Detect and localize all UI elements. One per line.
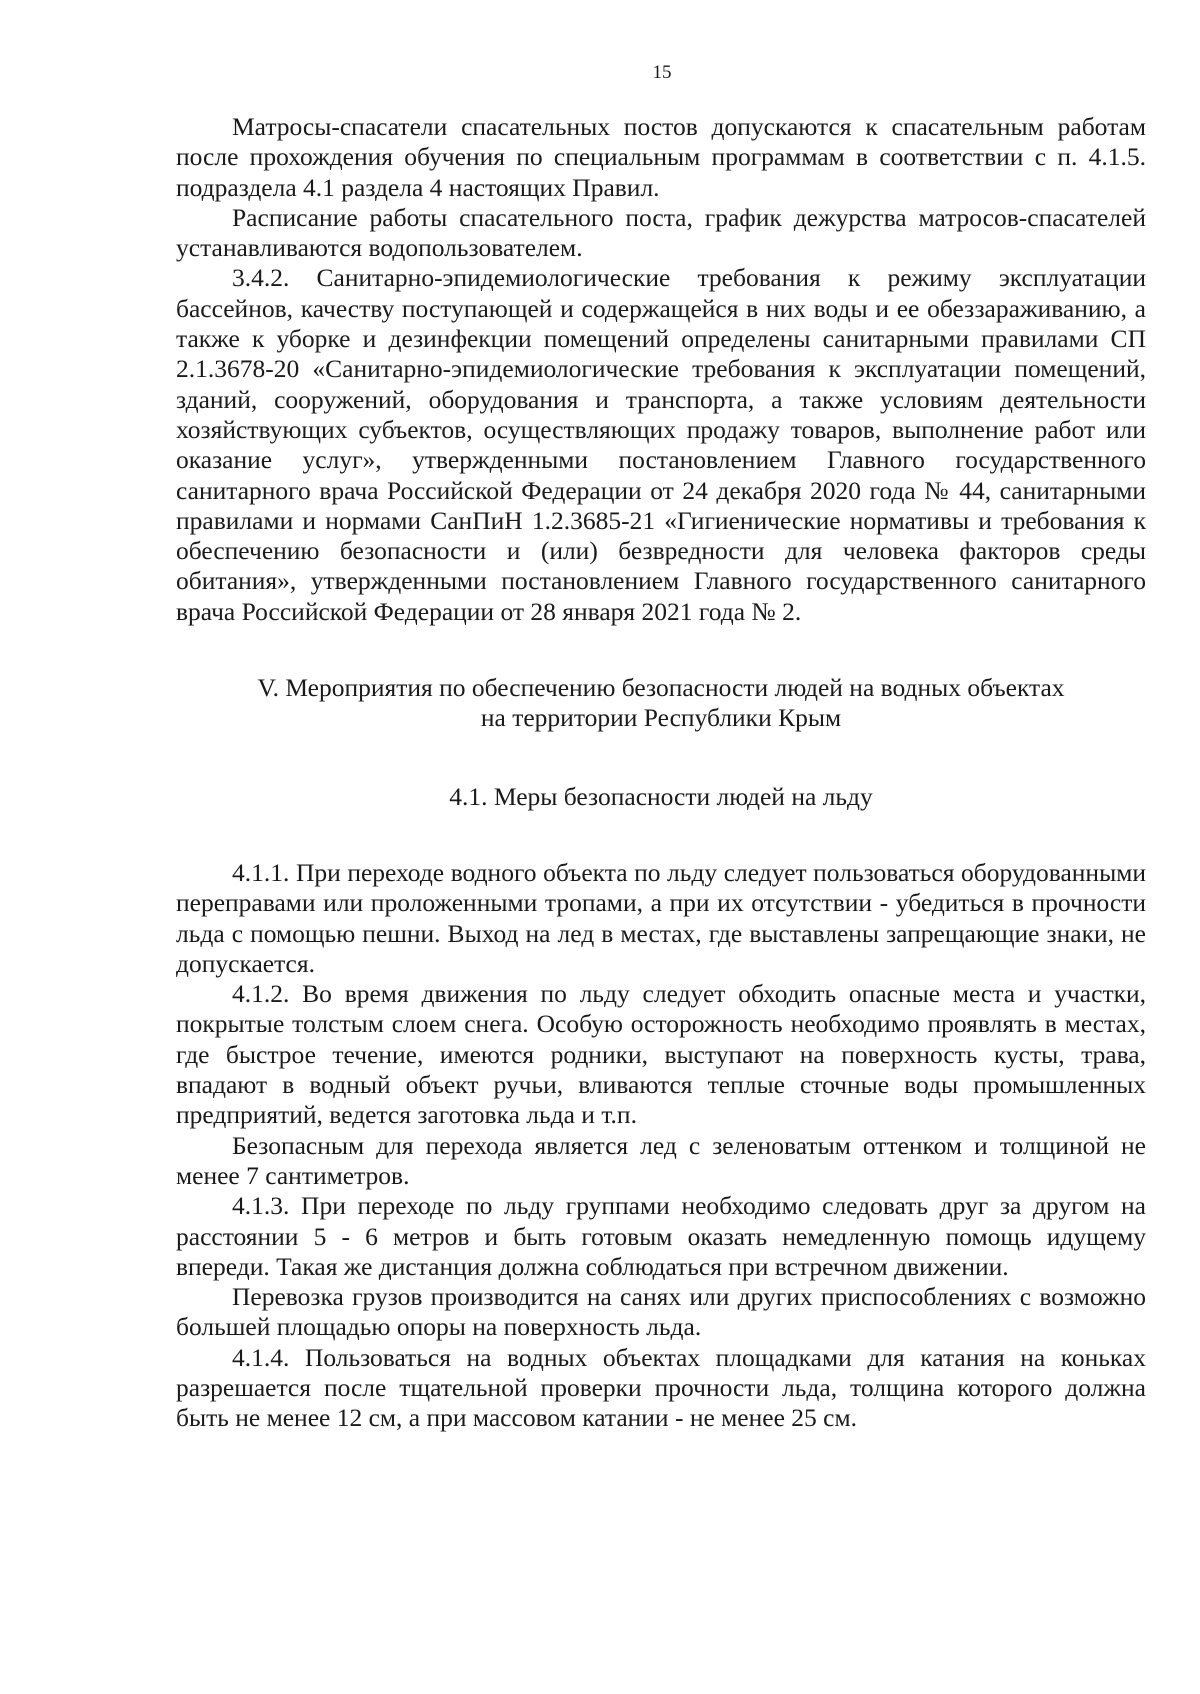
paragraph: 4.1.4. Пользоваться на водных объектах площадками для катания на коньках разрешается после тщательной проверки прочности льда, толщина которого должна быть не менее 12 см, а при массовом катании - не менее 25 см. (176, 1342, 1146, 1433)
page-number: 15 (652, 62, 672, 83)
subsection-heading: 4.1. Меры безопасности людей на льду (449, 781, 873, 811)
paragraph: Расписание работы спасательного поста, график дежурства матросов-спасателей устанавливаются водопользователем. (176, 202, 1146, 263)
section-heading (176, 673, 1146, 734)
paragraph: 4.1.2. Во время движения по льду следует обходить опасные места и участки, покрытые толстым слоем снега. Особую осторожность необходимо проявлять в местах, где быстрое течение, имеются родники, выступают на поверхность кусты, трава, впадают в водный объект ручьи, вливаются теплые сточные воды промышленных предприятий, ведется заготовка льда и т.п. (176, 979, 1146, 1130)
paragraph: Матросы-спасатели спасательных постов допускаются к спасательным работам после прохождения обучения по специальным программам в соответствии с п. 4.1.5. подраздела 4.1 раздела 4 настоящих Правил. (176, 112, 1146, 202)
paragraph: Безопасным для перехода является лед с зеленоватым оттенком и толщиной не менее 7 сантиметров. (176, 1130, 1146, 1190)
paragraph: 4.1.1. При переходе водного объекта по льду следует пользоваться оборудованными переправами или проложенными тропами, а при их отсутствии - убедиться в прочности льда с помощью пешни. Выход на лед в местах, где выставлены запрещающие знаки, не допускается. (176, 857, 1146, 978)
paragraph: 3.4.2. Санитарно-эпидемиологические требования к режиму эксплуатации бассейнов, качеству поступающей и содержащейся в них воды и ее обеззараживанию, а также к уборке и дезинфекции помещений определены санитарными правилами СП 2.1.3678-20 «Санитарно-эпидемиологические требования к эксплуатации помещений, зданий, сооружений, оборудования и транспорта, а также условиям деятельности хозяйствующих субъектов, осуществляющих продажу товаров, выполнение работ или оказание услуг», утвержденными постановлением Главного государственного санитарного врача Российской Федерации от 24 декабря 2020 года № 44, санитарными правилами и нормами СанПиН 1.2.3685-21 «Гигиенические нормативы и требования к обеспечению безопасности и (или) безвредности для человека факторов среды обитания», утвержденными постановлением Главного государственного санитарного врача Российской Федерации от 28 января 2021 года № 2. (176, 263, 1146, 626)
section-heading-line: на территории Республики Крым (480, 703, 842, 733)
paragraph: Перевозка грузов производится на санях или других приспособлениях с возможно большей площадью опоры на поверхность льда. (176, 1282, 1146, 1342)
document-body (176, 112, 1146, 1434)
section-heading-line: V. Мероприятия по обеспечению безопасности людей на водных объектах (257, 673, 1065, 703)
paragraph: 4.1.3. При переходе по льду группами необходимо следовать друг за другом на расстоянии 5 - 6 метров и быть готовым оказать немедленную помощь идущему впереди. Такая же дистанция должна соблюдаться при встречном движении. (176, 1191, 1146, 1281)
